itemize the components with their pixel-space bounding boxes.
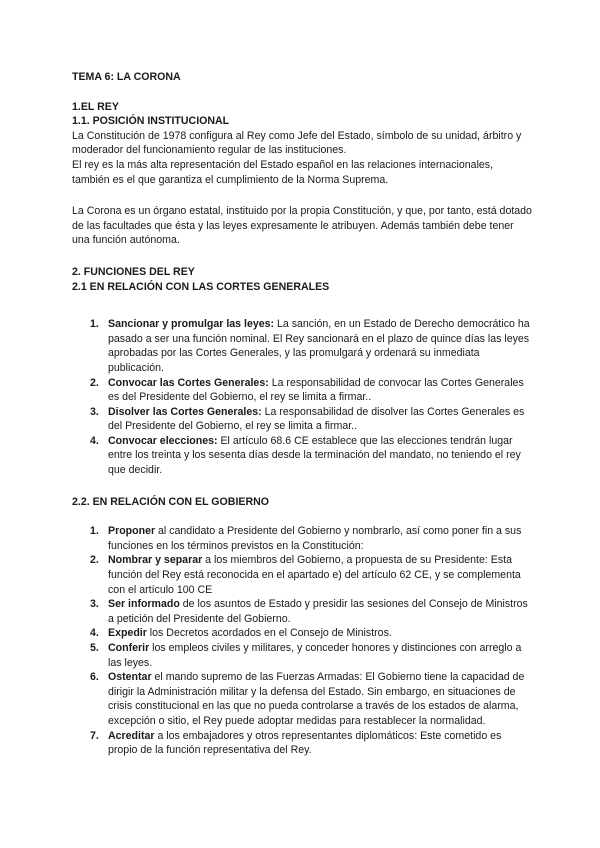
list-item: 7. Acreditar a los embajadores y otros representantes diplomáticos: Este cometido es propio de la función representativa del Rey. <box>90 729 502 757</box>
list-item: 2. Convocar las Cortes Generales: La responsabilidad de convocar las Cortes Generales es del Presidente del Gobierno, el rey se limita a firmar.. <box>90 376 524 404</box>
cortes-functions-list <box>72 317 532 478</box>
list-item: 6. Ostentar el mando supremo de las Fuerzas Armadas: El Gobierno tiene la capacidad de dirigir la Administración militar y la defensa del Estado. Sin embargo, en situaciones de crisis constitucional en las que no pueda controlarse a través de los estados de alarma, excepción o sitio, el Rey puede adoptar medidas para restablecer la normalidad. <box>90 671 525 727</box>
list-item: 1. Proponer al candidato a Presidente del Gobierno y nombrarlo, así como poner fin a sus funciones en los términos previstos en la Constitución: <box>90 525 522 552</box>
list-item: 3. Ser informado de los asuntos de Estado y presidir las sesiones del Consejo de Ministros a petición del Presidente del Gobierno. <box>90 598 528 625</box>
paragraph-corona: La Corona es un órgano estatal, instituido por la propia Constitución, y que, por tanto, está dotado de las facultades que ésta y las leyes expresamente le atribuyen. Además también debe tener una función autónoma. <box>72 205 532 247</box>
list-item: 3. Disolver las Cortes Generales: La responsabilidad de disolver las Cortes Generales es del Presidente del Gobierno, el rey se limita a firmar.. <box>90 405 525 433</box>
paragraph-constitucion: La Constitución de 1978 configura al Rey como Jefe del Estado, símbolo de su unidad, árbitro y moderador del funcionamiento regular de las instituciones. <box>72 129 522 157</box>
subsection-heading-posicion: 1.1. POSICIÓN INSTITUCIONAL <box>72 115 230 128</box>
list-item: 1. Sancionar y promulgar las leyes: La sanción, en un Estado de Derecho democrático ha pasado a ser una función nominal. El Rey sancionará en el plazo de quince días las leyes aprobadas por las Cortes Generales, y las promulgará y ordenará su inmediata publicación. <box>90 318 530 374</box>
document-page <box>72 70 532 758</box>
list-item: 4. Expedir los Decretos acordados en el Consejo de Ministros. <box>90 627 392 640</box>
section-heading-funciones: 2. FUNCIONES DEL REY <box>72 265 195 278</box>
subsection-heading-gobierno: 2.2. EN RELACIÓN CON EL GOBIERNO <box>72 495 269 508</box>
document-title: TEMA 6: LA CORONA <box>72 71 181 83</box>
paragraph-representacion: El rey es la más alta representación del Estado español en las relaciones internacionales, también es el que garantiza el cumplimiento de la Norma Suprema. <box>72 158 494 186</box>
list-item: 4. Convocar elecciones: El artículo 68.6 CE establece que las elecciones tendrán lugar entre los treinta y los sesenta días desde la terminación del mandato, no teniendo el rey que decidir. <box>90 434 521 477</box>
gobierno-functions-list <box>72 524 532 758</box>
list-item: 5. Conferir los empleos civiles y militares, y conceder honores y distinciones con arreglo a las leyes. <box>90 642 522 669</box>
subsection-heading-cortes: 2.1 EN RELACIÓN CON LAS CORTES GENERALES <box>72 280 330 293</box>
section-heading-el-rey: 1.EL REY <box>72 100 119 113</box>
list-item: 2. Nombrar y separar a los miembros del Gobierno, a propuesta de su Presidente: Esta función del Rey está reconocida en el apartado e) del artículo 62 CE, y se complementa con el artículo 100 CE <box>90 554 521 596</box>
